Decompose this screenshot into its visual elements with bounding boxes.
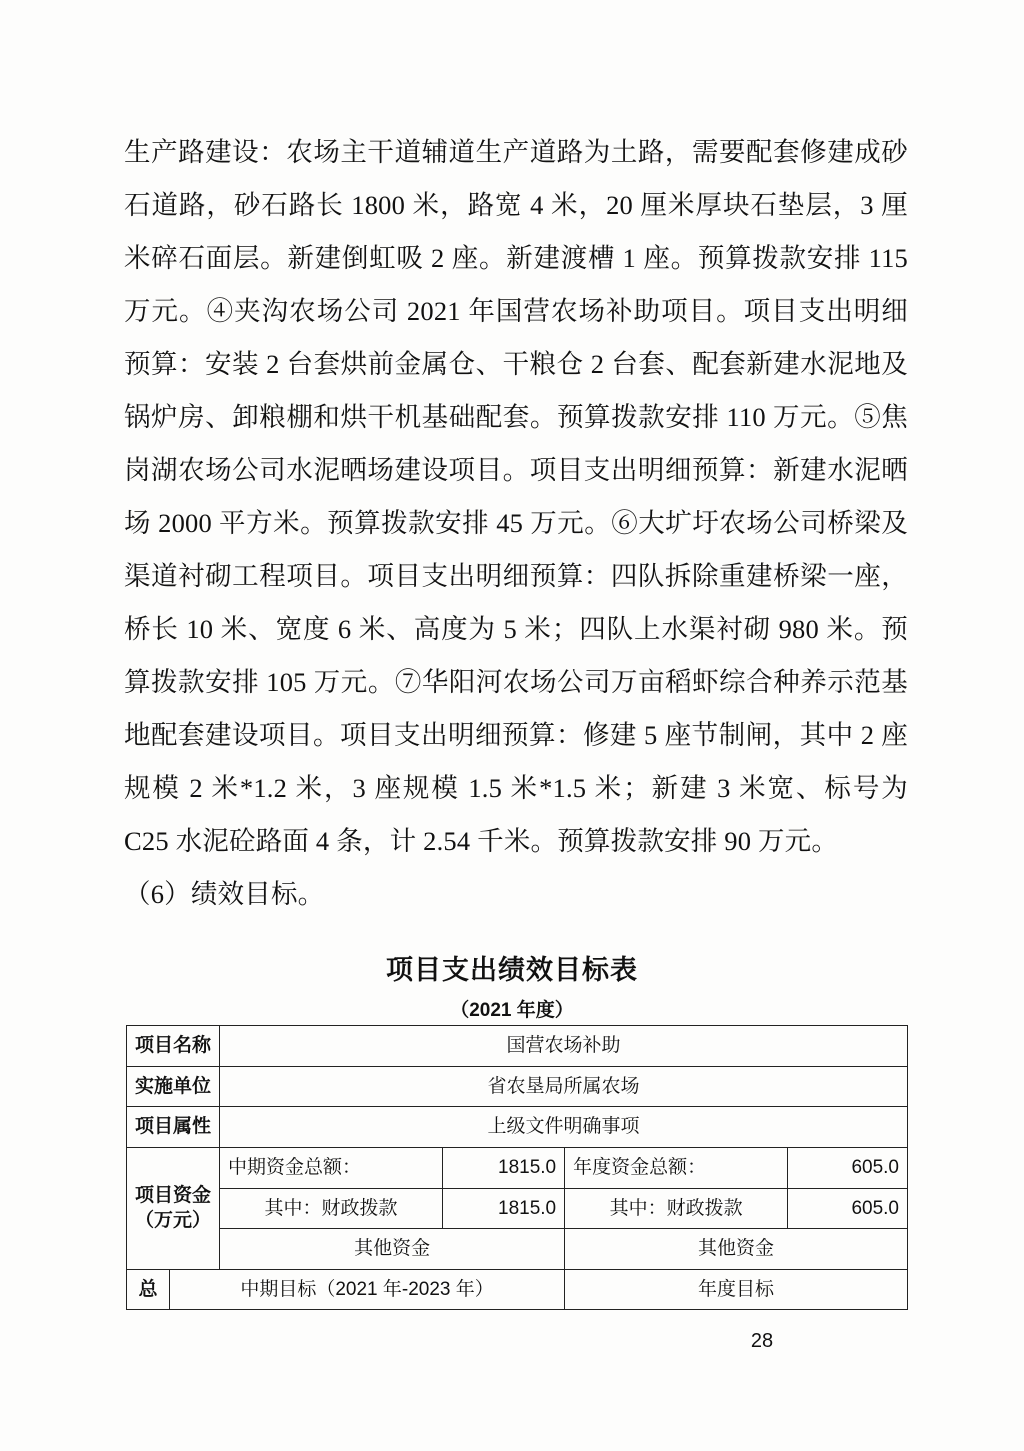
project-attribute-value: 上级文件明确事项	[220, 1107, 908, 1148]
annual-other-fund-label: 其他资金	[565, 1229, 908, 1270]
page-number-value: 28	[750, 1330, 774, 1352]
table-row	[127, 1269, 908, 1310]
table-row	[127, 1229, 908, 1270]
table-title: 项目支出绩效目标表	[386, 955, 638, 985]
paragraph-main: 生产路建设：农场主干道辅道生产道路为土路，需要配套修建成砂石道路，砂石路长 1800 米，路宽 4 米，20 厘米厚块石垫层，3 厘米碎石面层。新建倒虹吸 2 座。新建渡槽 1 座。预算拨款安排 115 万元。④夹沟农场公司 2021 年国营农场补助项目。项目支出明细预算：安装 2 台套烘前金属仓、干粮仓 2 台套、配套新建水泥地及锅炉房、卸粮棚和烘干机基础配套。预算拨款安排 110 万元。⑤焦岗湖农场公司水泥晒场建设项目。项目支出明细预算：新建水泥晒场 2000 平方米。预算拨款安排 45 万元。⑥大圹圩农场公司桥梁及渠道衬砌工程项目。项目支出明细预算：四队拆除重建桥梁一座，桥长 10 米、宽度 6 米、高度为 5 米；四队上水渠衬砌 980 米。预算拨款安排 105 万元。⑦华阳河农场公司万亩稻虾综合种养示范基地配套建设项目。项目支出明细预算：修建 5 座节制闸，其中 2 座规模 2 米*1.2 米，3 座规模 1.5 米*1.5 米；新建 3 米宽、标号为 C25 水泥砼路面 4 条，计 2.54 千米。预算拨款安排 90 万元。	[124, 137, 908, 856]
project-attribute-label: 项目属性	[127, 1107, 220, 1148]
project-name-value: 国营农场补助	[220, 1026, 908, 1067]
mid-term-total-value: 1815.0	[443, 1147, 565, 1188]
project-fund-label-line1: 项目资金	[135, 1184, 212, 1206]
implementing-unit-value: 省农垦局所属农场	[220, 1066, 908, 1107]
annual-fiscal-value: 605.0	[788, 1188, 908, 1229]
table-subtitle: （2021 年度）	[450, 1000, 574, 1021]
annual-total-value: 605.0	[788, 1147, 908, 1188]
annual-goal-label: 年度目标	[565, 1269, 908, 1310]
annual-total-label: 年度资金总额：	[565, 1147, 788, 1188]
table-row	[127, 1026, 908, 1067]
performance-goal-table	[126, 1025, 908, 1310]
paragraph-performance-goal: （6）绩效目标。	[124, 879, 325, 909]
table-row	[127, 1066, 908, 1107]
page-number	[0, 1330, 1024, 1353]
project-name-label: 项目名称	[127, 1026, 220, 1067]
annual-fiscal-label: 其中：财政拨款	[565, 1188, 788, 1229]
table-row	[127, 1107, 908, 1148]
body-text-block	[124, 126, 908, 921]
project-fund-label-line2: （万元）	[135, 1210, 212, 1232]
implementing-unit-label: 实施单位	[127, 1066, 220, 1107]
mid-term-total-label: 中期资金总额：	[220, 1147, 443, 1188]
mid-term-fiscal-label: 其中：财政拨款	[220, 1188, 443, 1229]
table-row	[127, 1188, 908, 1229]
mid-term-fiscal-value: 1815.0	[443, 1188, 565, 1229]
mid-term-other-fund-label: 其他资金	[220, 1229, 565, 1270]
table-row	[127, 1147, 908, 1188]
total-row-label: 总	[127, 1269, 170, 1310]
project-fund-label	[127, 1147, 220, 1269]
mid-term-goal-label: 中期目标（2021 年-2023 年）	[170, 1269, 565, 1310]
